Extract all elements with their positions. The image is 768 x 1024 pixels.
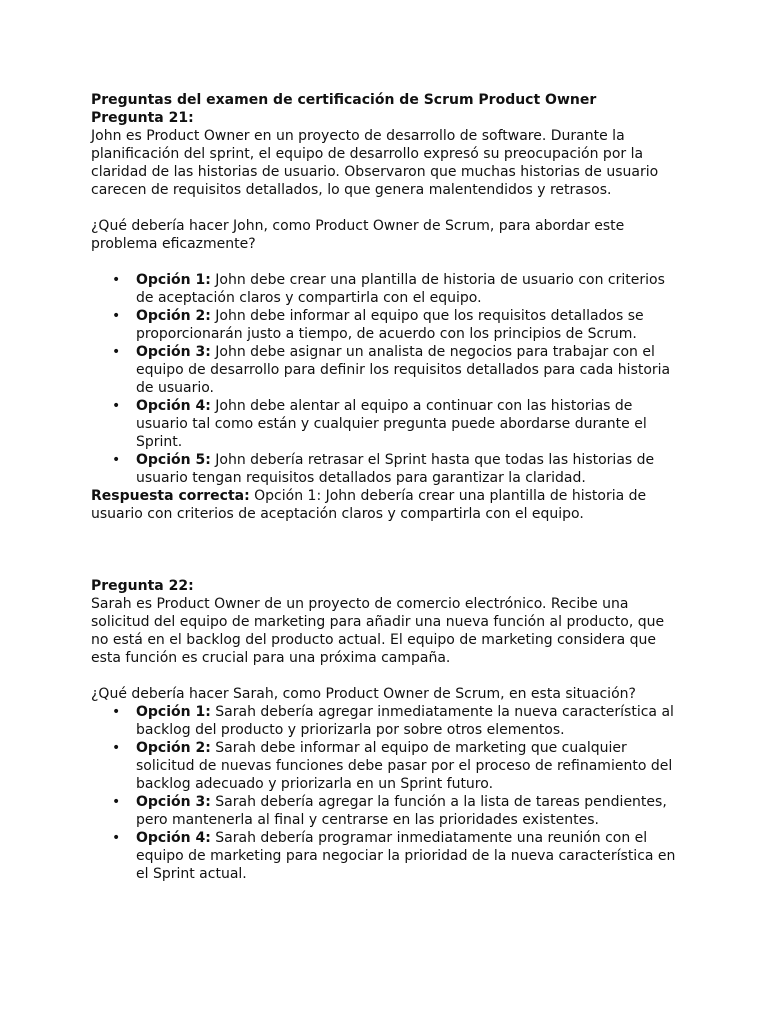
list-item (91, 829, 681, 883)
option-label: Opción 4: (136, 398, 211, 414)
question-22-prompt: ¿Qué debería hacer Sarah, como Product Owner de Scrum, en esta situación? (91, 686, 636, 702)
question-22 (91, 577, 681, 883)
document-page (91, 91, 681, 883)
bullet-icon: • (112, 794, 121, 810)
bullet-icon: • (112, 398, 121, 414)
question-21-answer (91, 487, 681, 523)
question-22-scenario: Sarah es Product Owner de un proyecto de comercio electrónico. Recibe una solicitud del equipo de marketing para añadir una nueva función al producto, que no está en el backlog del producto actual. El equipo de marketing considera que esta función es crucial para una próxima campaña. (91, 596, 665, 666)
list-item (91, 271, 681, 307)
question-22-label: Pregunta 22: (91, 578, 194, 594)
option-label: Opción 2: (136, 740, 211, 756)
option-text: John debe asignar un analista de negocios para trabajar con el equipo de desarrollo para definir los requisitos detallados para cada historia de usuario. (136, 344, 671, 396)
option-label: Opción 2: (136, 308, 211, 324)
option-text: Sarah debería agregar inmediatamente la nueva característica al backlog del producto y priorizarla por sobre otros elementos. (136, 704, 674, 738)
question-21-options (91, 271, 681, 487)
option-label: Opción 3: (136, 344, 211, 360)
option-label: Opción 4: (136, 830, 211, 846)
list-item (91, 397, 681, 451)
bullet-icon: • (112, 830, 121, 846)
answer-text: Opción 1: John debería crear una plantilla de historia de usuario con criterios de aceptación claros y compartirla con el equipo. (91, 488, 647, 522)
document-title: Preguntas del examen de certificación de Scrum Product Owner (91, 92, 597, 108)
bullet-icon: • (112, 452, 121, 468)
list-item (91, 703, 681, 739)
list-item (91, 451, 681, 487)
answer-label: Respuesta correcta: (91, 488, 250, 504)
list-item (91, 793, 681, 829)
option-text: John debe informar al equipo que los requisitos detallados se proporcionarán justo a tiempo, de acuerdo con los principios de Scrum. (136, 308, 644, 342)
bullet-icon: • (112, 740, 121, 756)
question-21 (91, 109, 681, 523)
option-label: Opción 1: (136, 704, 211, 720)
bullet-icon: • (112, 272, 121, 288)
bullet-icon: • (112, 344, 121, 360)
bullet-icon: • (112, 704, 121, 720)
option-label: Opción 5: (136, 452, 211, 468)
list-item (91, 307, 681, 343)
option-text: John debe alentar al equipo a continuar con las historias de usuario tal como están y cualquier pregunta puede abordarse durante el Sprint. (136, 398, 647, 450)
bullet-icon: • (112, 308, 121, 324)
list-item (91, 739, 681, 793)
option-text: Sarah debería programar inmediatamente una reunión con el equipo de marketing para negociar la prioridad de la nueva característica en el Sprint actual. (136, 830, 676, 882)
option-text: Sarah debe informar al equipo de marketing que cualquier solicitud de nuevas funciones debe pasar por el proceso de refinamiento del backlog adecuado y priorizarla en un Sprint futuro. (136, 740, 673, 792)
question-22-options (91, 703, 681, 883)
question-21-label: Pregunta 21: (91, 110, 194, 126)
question-21-prompt: ¿Qué debería hacer John, como Product Owner de Scrum, para abordar este problema eficazmente? (91, 218, 625, 252)
list-item (91, 343, 681, 397)
option-label: Opción 3: (136, 794, 211, 810)
question-21-scenario: John es Product Owner en un proyecto de desarrollo de software. Durante la planificación del sprint, el equipo de desarrollo expresó su preocupación por la claridad de las historias de usuario. Observaron que muchas historias de usuario carecen de requisitos detallados, lo que genera malentendidos y retrasos. (91, 128, 659, 198)
option-text: John debería retrasar el Sprint hasta que todas las historias de usuario tengan requisitos detallados para garantizar la claridad. (136, 452, 655, 486)
option-text: John debe crear una plantilla de historia de usuario con criterios de aceptación claros y compartirla con el equipo. (136, 272, 665, 306)
option-text: Sarah debería agregar la función a la lista de tareas pendientes, pero mantenerla al final y centrarse en las prioridades existentes. (136, 794, 667, 828)
option-label: Opción 1: (136, 272, 211, 288)
